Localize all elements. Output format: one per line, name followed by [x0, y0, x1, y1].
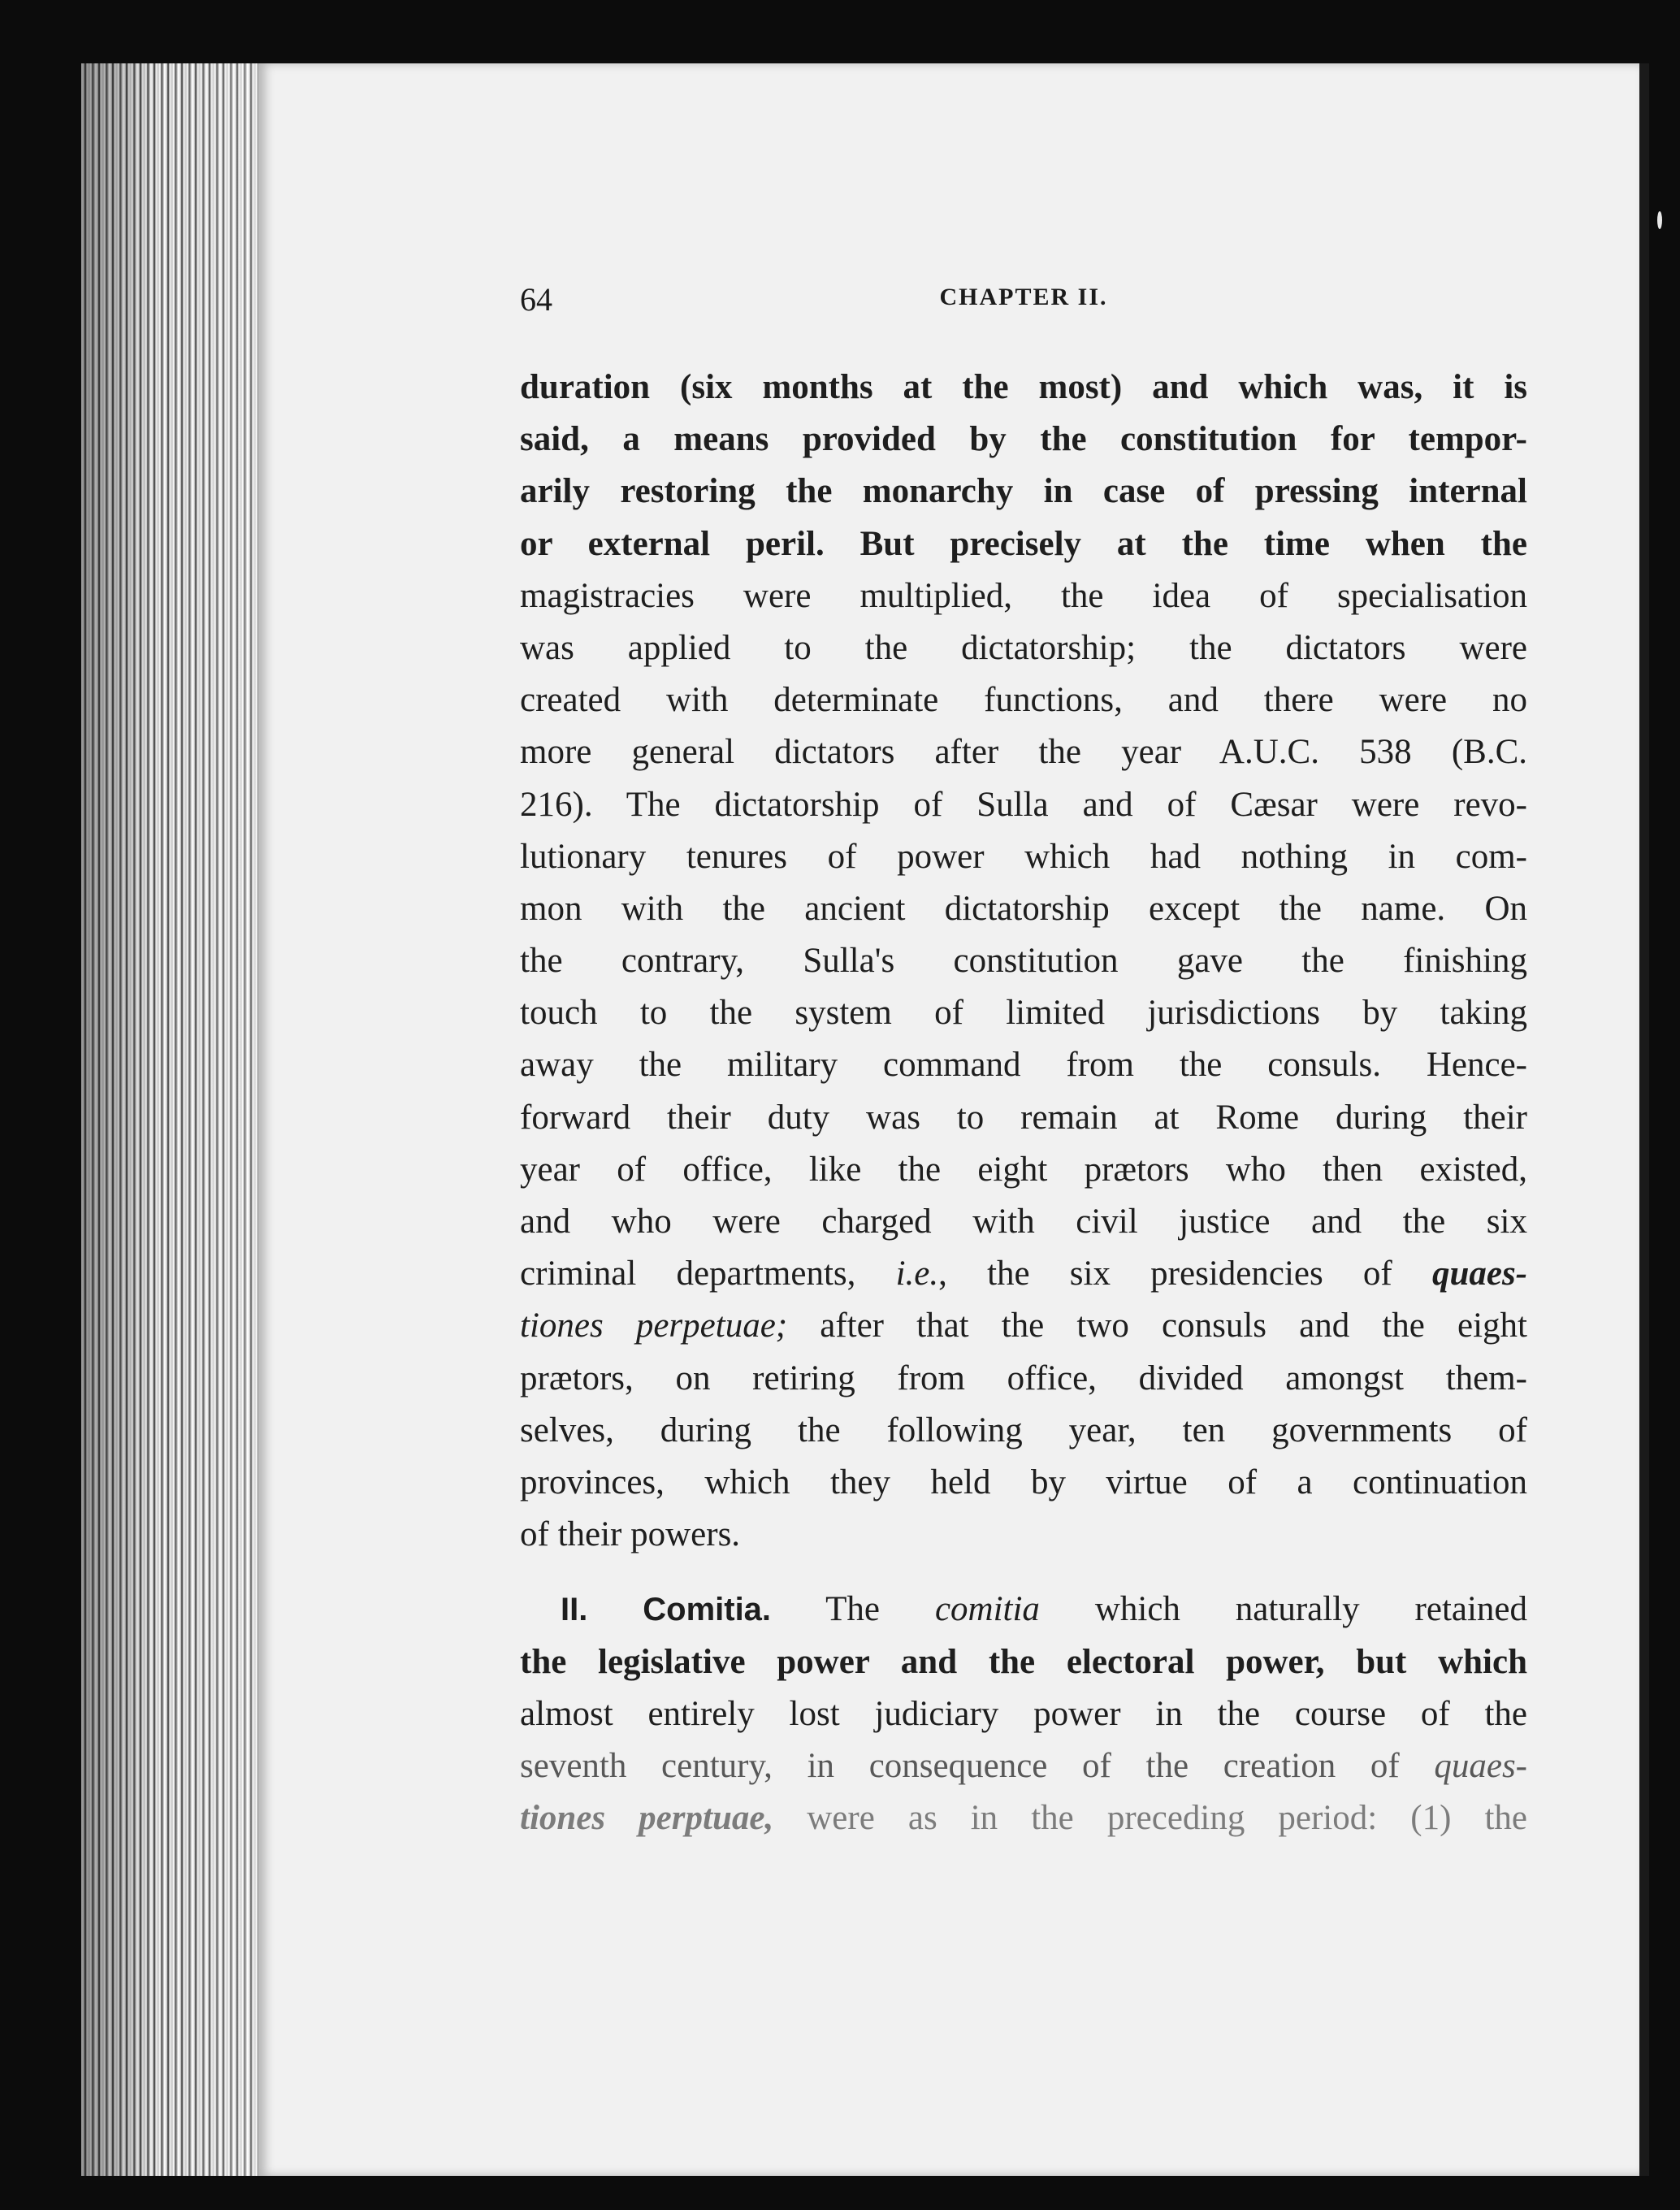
text-run: , the six presidencies of [938, 1254, 1432, 1294]
text-line [520, 1792, 1527, 1844]
section-heading: Comitia. [643, 1592, 772, 1628]
text-line: almost entirely lost judiciary power in the course of the [520, 1694, 1527, 1733]
text-line: the contrary, Sulla's constitution gave the finishing [520, 942, 1527, 981]
text-line: magistracies were multiplied, the idea of specialisation [520, 576, 1527, 615]
page-right-edge [1639, 63, 1649, 2176]
text-line [520, 1584, 1527, 1636]
text-run: The [771, 1590, 935, 1629]
text-run: were as in the preceding period: (1) the [773, 1799, 1527, 1838]
page-header [520, 280, 1527, 329]
running-head: CHAPTER II. [939, 284, 1108, 310]
scan-speck [1657, 211, 1662, 229]
text-line: lutionary tenures of power which had nothing in com- [520, 837, 1527, 876]
text-line: selves, during the following year, ten governments of [520, 1410, 1527, 1450]
italic-term: quaes- [1434, 1746, 1527, 1785]
book-page-edges [81, 63, 272, 2176]
text-line: touch to the system of limited jurisdictions by taking [520, 994, 1527, 1033]
italic-term: tiones perpetuae; [520, 1306, 788, 1346]
text-line [520, 1300, 1527, 1352]
text-line [520, 1740, 1527, 1792]
text-line: more general dictators after the year A.U.C. 538 (B.C. [520, 733, 1527, 772]
text-line: arily restoring the monarchy in case of pressing internal [520, 472, 1527, 511]
italic-term: tiones perptuae, [520, 1799, 774, 1838]
text-run: seventh century, in consequence of the creation of [520, 1746, 1435, 1785]
text-run: after that the two consuls and the eight [787, 1306, 1527, 1346]
text-line: and who were charged with civil justice and the six [520, 1202, 1527, 1241]
italic-term: comitia [934, 1590, 1040, 1629]
italic-term: quaes- [1431, 1254, 1527, 1294]
text-line: of their powers. [520, 1515, 741, 1554]
text-line: prætors, on retiring from office, divided amongst them- [520, 1358, 1527, 1398]
text-line: said, a means provided by the constitution for tempor- [520, 420, 1527, 459]
text-line: away the military command from the consuls. Hence- [520, 1046, 1527, 1085]
text-line: was applied to the dictatorship; the dictators were [520, 628, 1527, 667]
text-run: which naturally retained [1039, 1590, 1528, 1629]
text-line: or external peril. But precisely at the time when the [520, 524, 1527, 563]
text-line: the legislative power and the electoral power, but which [520, 1642, 1527, 1681]
text-line: year of office, like the eight prætors who then existed, [520, 1150, 1527, 1189]
text-line: 216). The dictatorship of Sulla and of Cæsar were revo- [520, 785, 1527, 824]
text-line: duration (six months at the most) and which was, it is [520, 368, 1527, 406]
text-line: forward their duty was to remain at Rome during their [520, 1098, 1527, 1137]
text-line: created with determinate functions, and there were no [520, 681, 1527, 720]
section-number: II. [561, 1592, 588, 1628]
text-line: mon with the ancient dictatorship except the name. On [520, 889, 1527, 928]
text-run: criminal departments, [520, 1254, 896, 1294]
paragraph-gap [520, 1561, 1527, 1584]
italic-abbreviation: i.e. [895, 1254, 939, 1294]
text-line: provinces, which they held by virtue of a continuation [520, 1462, 1527, 1502]
body-text [520, 362, 1527, 1844]
page-number: 64 [520, 281, 552, 318]
text-line [520, 1248, 1527, 1300]
